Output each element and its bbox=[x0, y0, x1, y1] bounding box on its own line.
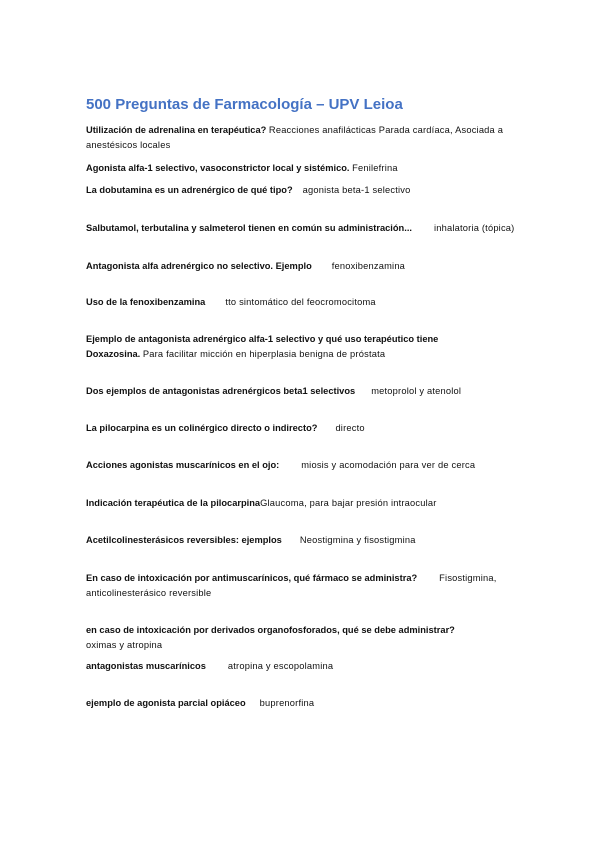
question: antagonistas muscarínicos bbox=[86, 661, 206, 671]
question: Ejemplo de antagonista adrenérgico alfa-1 selectivo y qué uso terapéutico tiene bbox=[86, 334, 439, 344]
answer: agonista beta-1 selectivo bbox=[302, 185, 411, 195]
answer: atropina y escopolamina bbox=[227, 661, 334, 671]
question: En caso de intoxicación por antimuscarínicos, qué fármaco se administra? bbox=[86, 573, 418, 583]
answer: Neostigmina y fisostigmina bbox=[299, 535, 416, 545]
question: Dos ejemplos de antagonistas adrenérgicos beta1 selectivos bbox=[86, 386, 356, 396]
qa-item bbox=[86, 659, 520, 674]
answer: tto sintomático del feocromocitoma bbox=[225, 297, 376, 307]
answer: miosis y acomodación para ver de cerca bbox=[301, 460, 476, 470]
qa-item bbox=[86, 623, 520, 653]
answer: inhalatoria (tópica) bbox=[433, 223, 515, 233]
question: Acciones agonistas muscarínicos en el ojo: bbox=[86, 460, 280, 470]
qa-item bbox=[86, 183, 520, 198]
document-title: 500 Preguntas de Farmacología – UPV Leioa bbox=[86, 96, 403, 113]
qa-item bbox=[86, 384, 520, 399]
qa-item bbox=[86, 259, 520, 274]
qa-item bbox=[86, 332, 520, 362]
qa-item bbox=[86, 696, 520, 711]
qa-item bbox=[86, 221, 520, 236]
answer: Fisostigmina, anticolinesterásico reversible bbox=[86, 573, 497, 598]
answer: Reacciones anafilácticas Parada cardíaca, Asociada a anestésicos locales bbox=[86, 125, 504, 150]
question: La dobutamina es un adrenérgico de qué tipo? bbox=[86, 185, 293, 195]
question: en caso de intoxicación por derivados organofosforados, qué se debe administrar? bbox=[86, 625, 455, 635]
answer: fenoxibenzamina bbox=[331, 261, 406, 271]
question: Indicación terapéutica de la pilocarpina bbox=[86, 498, 261, 508]
qa-item bbox=[86, 458, 520, 473]
answer: metoprolol y atenolol bbox=[371, 386, 462, 396]
answer: Para facilitar micción en hiperplasia benigna de próstata bbox=[142, 349, 386, 359]
question: Agonista alfa-1 selectivo, vasoconstrictor local y sistémico. bbox=[86, 163, 350, 173]
question: ejemplo de agonista parcial opiáceo bbox=[86, 698, 246, 708]
qa-item bbox=[86, 421, 520, 436]
qa-item bbox=[86, 496, 520, 511]
qa-item bbox=[86, 161, 520, 176]
question: Acetilcolinesterásicos reversibles: ejemplos bbox=[86, 535, 282, 545]
qa-item bbox=[86, 123, 520, 153]
qa-item bbox=[86, 533, 520, 548]
answer: buprenorfina bbox=[259, 698, 315, 708]
answer-drug: Doxazosina. bbox=[86, 349, 141, 359]
answer: Glaucoma, para bajar presión intraocular bbox=[260, 498, 437, 508]
question: Salbutamol, terbutalina y salmeterol tienen en común su administración... bbox=[86, 223, 412, 233]
qa-item bbox=[86, 571, 520, 601]
qa-item bbox=[86, 295, 520, 310]
question: La pilocarpina es un colinérgico directo o indirecto? bbox=[86, 423, 318, 433]
answer: directo bbox=[335, 423, 365, 433]
question: Uso de la fenoxibenzamina bbox=[86, 297, 206, 307]
answer: Fenilefrina bbox=[352, 163, 398, 173]
question: Antagonista alfa adrenérgico no selectivo. Ejemplo bbox=[86, 261, 312, 271]
answer: oximas y atropina bbox=[86, 640, 163, 650]
question: Utilización de adrenalina en terapéutica? bbox=[86, 125, 267, 135]
